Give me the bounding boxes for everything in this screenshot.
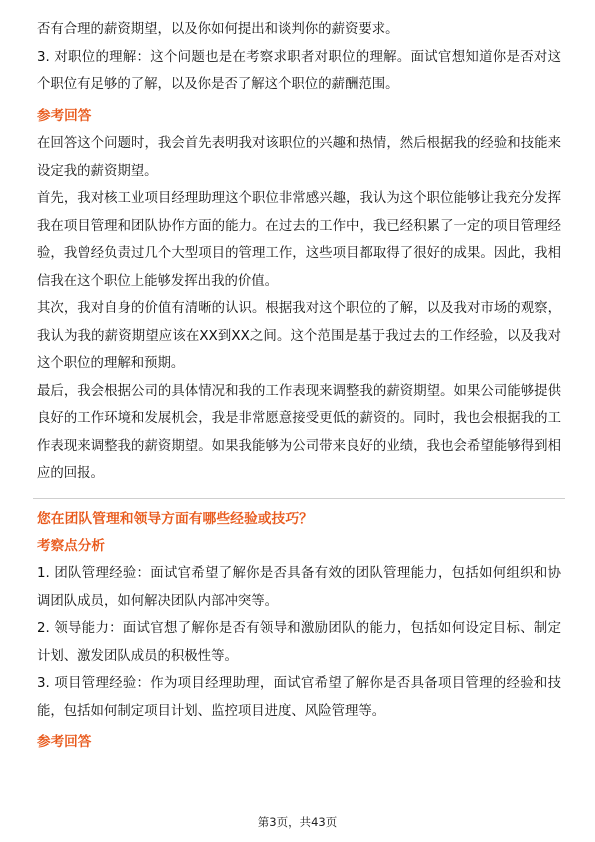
question-title: 您在团队管理和领导方面有哪些经验或技巧？ <box>37 510 313 527</box>
answer-paragraph-2: 首先，我对核工业项目经理助理这个职位非常感兴趣，我认为这个职位能够让我充分发挥我在项目管理和团队协作方面的能力。在过去的工作中，我已经积累了一定的项目管理经验，我曾经负责过几个大型项目的管理工作，这些项目都取得了很好的成果。因此，我相信我在这个职位上能够发挥出我的价值。 <box>37 191 561 289</box>
analysis-heading: 考察点分析 <box>37 537 105 554</box>
analysis-item-1: 1. 团队管理经验：面试官希望了解你是否具备有效的团队管理能力，包括如何组织和协调团队成员，如何解决团队内部冲突等。 <box>37 566 561 609</box>
intro-tail-text: 否有合理的薪资期望，以及你如何提出和谈判你的薪资要求。 <box>37 22 399 37</box>
point-3-text: 3. 对职位的理解：这个问题也是在考察求职者对职位的理解。面试官想知道你是否对这个职位有足够的了解，以及你是否了解这个职位的薪酬范围。 <box>37 49 561 92</box>
reference-answer-heading-2: 参考回答 <box>37 734 92 750</box>
page-number: 第3页，共43页 <box>257 815 338 829</box>
answer-paragraph-3: 其次，我对自身的价值有清晰的认识。根据我对这个职位的了解，以及我对市场的观察，我认为我的薪资期望应该在XX到XX之间。这个范围是基于我过去的工作经验，以及我对这个职位的理解和预期。 <box>37 301 561 371</box>
reference-answer-heading: 参考回答 <box>37 107 92 124</box>
document-page <box>37 16 561 757</box>
section-divider <box>33 498 565 499</box>
answer-paragraph-1: 在回答这个问题时，我会首先表明我对该职位的兴趣和热情，然后根据我的经验和技能来设定我的薪资期望。 <box>37 136 561 179</box>
analysis-item-2: 2. 领导能力：面试官想了解你是否有领导和激励团队的能力，包括如何设定目标、制定计划、激发团队成员的积极性等。 <box>37 621 561 664</box>
answer-paragraph-4: 最后，我会根据公司的具体情况和我的工作表现来调整我的薪资期望。如果公司能够提供良好的工作环境和发展机会，我是非常愿意接受更低的薪资的。同时，我也会根据我的工作表现来调整我的薪资期望。如果我能够为公司带来良好的业绩，我也会希望能够得到相应的回报。 <box>37 383 561 481</box>
analysis-item-3: 3. 项目管理经验：作为项目经理助理，面试官希望了解你是否具备项目管理的经验和技能，包括如何制定项目计划、监控项目进度、风险管理等。 <box>37 676 561 719</box>
